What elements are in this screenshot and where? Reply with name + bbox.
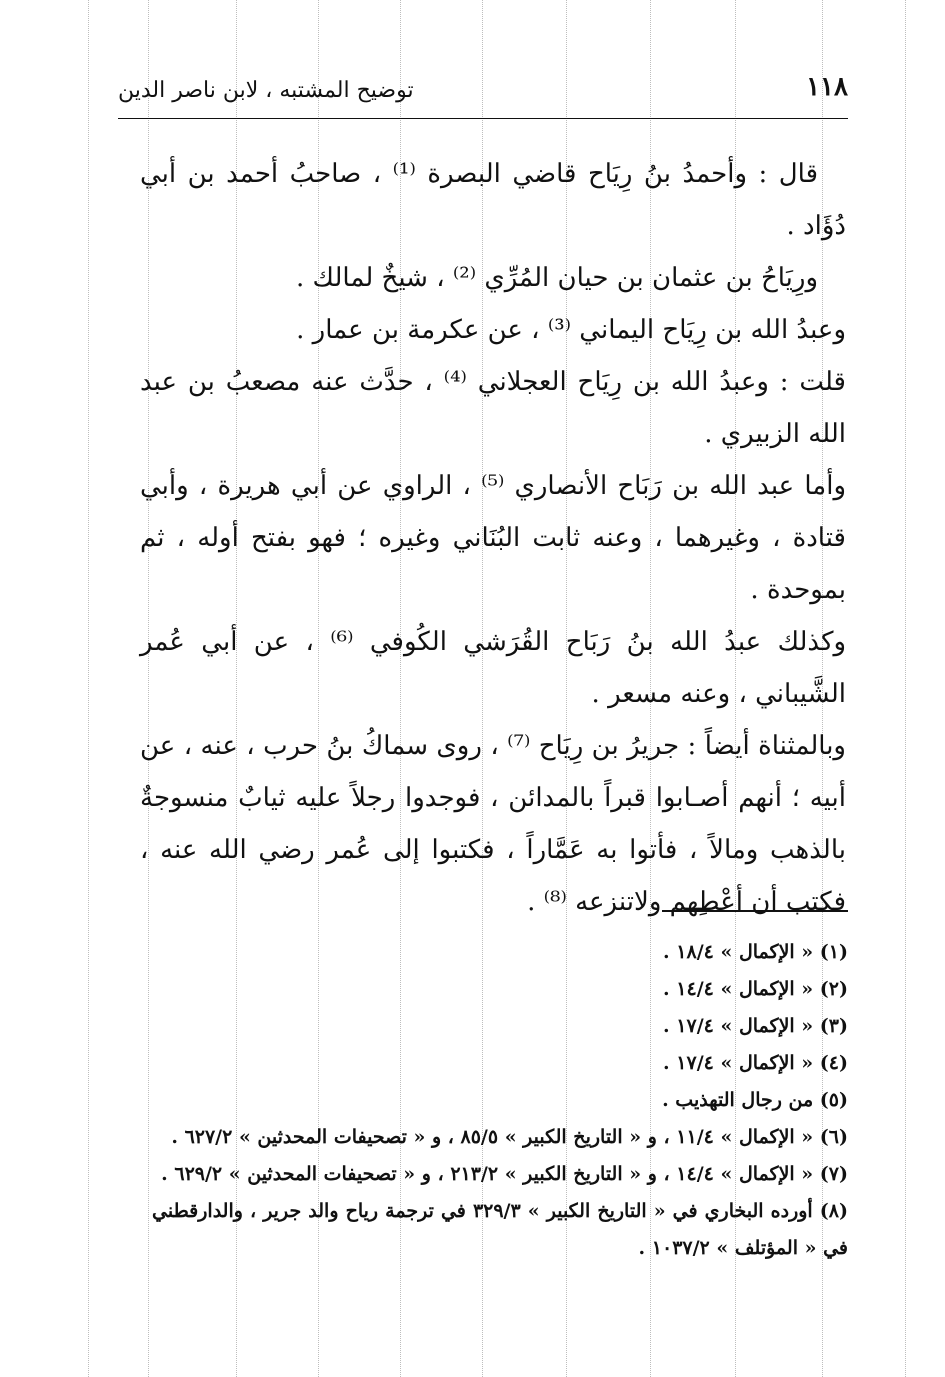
- footnote: (٨) أورده البخاري في « التاريخ الكبير » ٣٢٩/٣ في ترجمة رياح والد جرير ، والدارقطني في « المؤتلف » ١٠٣٧/٢ .: [152, 1200, 848, 1259]
- footnote: (٢) « الإكمال » ١٤/٤ .: [663, 978, 848, 1000]
- paragraph: قال : وأحمدُ بنُ رِيَاح قاضي البصرة ⁽¹⁾ ، صاحبُ أحمد بن أبي دُؤَاد .: [140, 159, 846, 241]
- page-header: [118, 72, 848, 112]
- header-rule: [118, 118, 848, 119]
- paragraph: وبالمثناة أيضاً : جريرُ بن رِيَاح ⁽⁷⁾ ، روى سماكُ بنُ حرب ، عنه ، عن أبيه ؛ أنهم أصـابوا قبراً بالمدائن ، فوجدوا رجلاً عليه ثيابٌ منسوجةٌ بالذهب ومالاً ، فأتوا به عَمَّاراً ، فكتبوا إلى عُمر رضي الله عنه ، فكتب أن أعْطِهم ولاتنزعه ⁽⁸⁾ .: [140, 731, 846, 917]
- footnote-separator: [662, 910, 848, 912]
- footnote: (١) « الإكمال » ١٨/٤ .: [663, 941, 848, 963]
- paragraph: قلت : وعبدُ الله بن رِيَاح العجلاني ⁽⁴⁾ ، حدَّث عنه مصعبُ بن عبد الله الزبيري .: [140, 367, 846, 449]
- footnote: (٧) « الإكمال » ١٤/٤ ، و « التاريخ الكبير » ٢١٣/٢ ، و « تصحيفات المحدثين » ٦٢٩/٢ .: [161, 1163, 848, 1185]
- paragraph: وعبدُ الله بن رِيَاح اليماني ⁽³⁾ ، عن عكرمة بن عمار .: [296, 315, 846, 345]
- footnotes: [152, 934, 848, 1267]
- page-number: ١١٨: [806, 72, 848, 102]
- paragraph: ورِيَاحُ بن عثمان بن حيان المُرِّي ⁽²⁾ ، شيخٌ لمالك .: [296, 263, 818, 293]
- footnote: (٤) « الإكمال » ١٧/٤ .: [663, 1052, 848, 1074]
- running-title: توضيح المشتبه ، لابن ناصر الدين: [118, 78, 414, 103]
- main-text: [140, 148, 846, 928]
- footnote: (٦) « الإكمال » ١١/٤ ، و « التاريخ الكبير » ٨٥/٥ ، و « تصحيفات المحدثين » ٦٢٧/٢ .: [171, 1126, 848, 1148]
- footnote: (٣) « الإكمال » ١٧/٤ .: [663, 1015, 848, 1037]
- footnote: (٥) من رجال التهذيب .: [662, 1089, 848, 1111]
- paragraph: وأما عبد الله بن رَبَاح الأنصاري ⁽⁵⁾ ، الراوي عن أبي هريرة ، وأبي قتادة ، وغيرهما ، وعنه ثابت البُنَاني وغيره ؛ فهو بفتح أوله ، ثم بموحدة .: [140, 471, 846, 605]
- paragraph: وكذلك عبدُ الله بنُ رَبَاح القُرَشي الكُوفي ⁽⁶⁾ ، عن أبي عُمر الشَّيباني ، وعنه مسعر .: [140, 627, 846, 709]
